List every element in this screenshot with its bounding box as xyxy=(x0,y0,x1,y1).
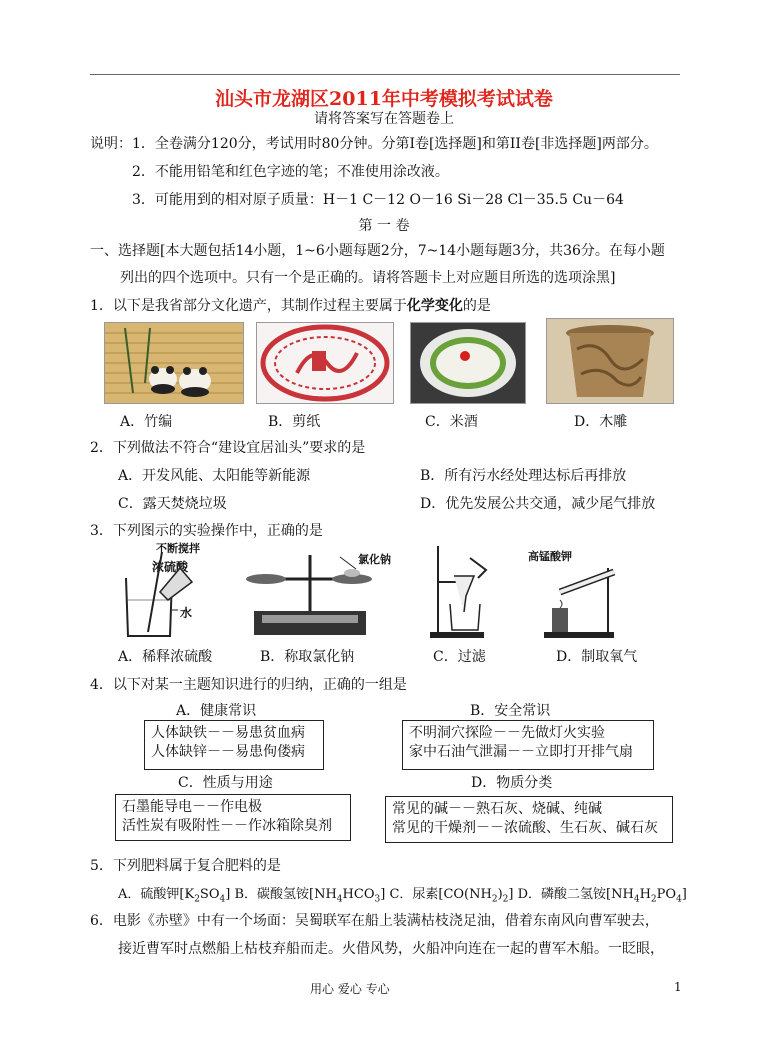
q3-option-b[interactable]: B．称取氯化钠 xyxy=(260,649,355,665)
q3-option-c[interactable]: C．过滤 xyxy=(433,649,486,665)
wood-carving-image xyxy=(546,318,674,404)
q4-c-head[interactable]: C．性质与用途 xyxy=(178,775,273,791)
q4-c-line2: 活性炭有吸附性－－作冰箱除臭剂 xyxy=(122,818,332,834)
part1-line2: 列出的四个选项中。只有一个是正确的。请将答题卡上对应题目所选的选项涂黑] xyxy=(120,270,616,286)
part1-line1: 一、选择题[本大题包括14小题，1~6小题每题2分，7~14小题每题3分，共36分。在每小题 xyxy=(90,243,665,259)
header-rule xyxy=(90,74,680,75)
test-tube-icon xyxy=(524,548,634,640)
page-number: 1 xyxy=(674,980,682,994)
q5-options xyxy=(118,883,687,905)
bamboo-weaving-image xyxy=(104,322,244,404)
q4-a-box xyxy=(144,720,324,770)
kmno4-label: 高锰酸钾 xyxy=(528,550,572,563)
q5-d-text: D．磷酸二氢铵[NH xyxy=(517,887,634,902)
q4-a-line1: 人体缺铁－－易患贫血病 xyxy=(151,725,305,741)
q1-stem xyxy=(90,295,491,315)
q4-d-line1: 常见的碱－－熟石灰、烧碱、纯碱 xyxy=(392,801,602,817)
q4-a-line2: 人体缺锌－－易患佝偻病 xyxy=(151,744,305,760)
q5-option-c[interactable]: C．尿素$[CO(NH_2)_2]$ xyxy=(389,887,514,905)
q5-b-text: B．碳酸氢铵[NH xyxy=(234,887,337,902)
rice-bowl-icon xyxy=(411,323,525,403)
oxygen-figure xyxy=(524,548,634,640)
q4-c-line1: 石墨能导电－－作电极 xyxy=(122,799,262,815)
filtration-figure xyxy=(424,542,504,640)
q4-b-head[interactable]: B．安全常识 xyxy=(470,703,551,719)
balance-figure xyxy=(240,545,400,640)
q2-option-d[interactable]: D．优先发展公共交通，减少尾气排放 xyxy=(420,496,656,512)
q4-d-box xyxy=(385,796,673,843)
nacl-label: 氯化钠 xyxy=(358,553,391,566)
q4-b-line2: 家中石油气泄漏－－立即打开排气扇 xyxy=(409,744,633,760)
note-2: 2．不能用铅笔和红色字迹的笔；不准使用涂改液。 xyxy=(132,164,449,180)
paper-cut-icon xyxy=(257,323,393,403)
q6-line1: 6．电影《赤壁》中有一个场面：吴蜀联军在船上装满枯枝浇足油，借着东南风向曹军驶去， xyxy=(90,913,659,929)
q4-d-line2: 常见的干燥剂－－浓硫酸、生石灰、碱石灰 xyxy=(392,820,658,836)
q1-stem-post: 的是 xyxy=(462,298,491,314)
q4-d-head[interactable]: D．物质分类 xyxy=(471,775,553,791)
balance-icon xyxy=(240,545,400,640)
q2-option-c[interactable]: C．露天焚烧垃圾 xyxy=(118,496,227,512)
paper-cut-image xyxy=(256,322,394,404)
dilute-acid-figure xyxy=(120,540,216,640)
water-label: 水 xyxy=(180,606,193,620)
q5-c-text: C．尿素[CO(NH xyxy=(389,887,492,902)
q5-option-b[interactable]: B．碳酸氢铵$[NH_4HCO_3]$ xyxy=(234,887,386,905)
note-3: 3．可能用到的相对原子质量：H－1 C－12 O－16 Si－28 Cl－35.5 Cu－64 xyxy=(132,192,624,208)
q5-a-text: A．硫酸钾[K xyxy=(118,887,195,902)
page-title: 汕头市龙湖区2011年中考模拟考试试卷 xyxy=(215,88,553,110)
q3-option-a[interactable]: A．稀释浓硫酸 xyxy=(118,649,213,665)
q4-b-box xyxy=(402,720,654,770)
q3-option-d[interactable]: D．制取氧气 xyxy=(556,649,638,665)
q4-b-line1: 不明洞穴探险－－先做灯火实验 xyxy=(409,725,605,741)
panda-bamboo-icon xyxy=(105,323,243,403)
q4-a-head[interactable]: A．健康常识 xyxy=(176,703,257,719)
beaker-icon xyxy=(120,540,216,640)
note-1: 1．全卷满分120分，考试用时80分钟。分第I卷[选择题]和第II卷[非选择题]两部分。 xyxy=(132,136,658,152)
q1-stem-bold: 化学变化 xyxy=(406,298,463,314)
q5-option-d[interactable]: D．磷酸二氢铵$[NH_4H_2PO_4]$ xyxy=(517,887,687,905)
q4-stem: 4．以下对某一主题知识进行的归纳，正确的一组是 xyxy=(90,677,407,693)
rice-wine-image xyxy=(410,322,526,404)
wood-carving-icon xyxy=(547,319,673,403)
stir-label: 不断搅拌 xyxy=(156,542,200,555)
q5-stem: 5．下列肥料属于复合肥料的是 xyxy=(90,858,281,874)
q2-option-a[interactable]: A．开发风能、太阳能等新能源 xyxy=(118,468,311,484)
q1-option-c[interactable]: C．米酒 xyxy=(425,414,478,430)
q2-option-b[interactable]: B．所有污水经处理达标后再排放 xyxy=(420,468,627,484)
q1-option-b[interactable]: B．剪纸 xyxy=(268,414,321,430)
q1-option-a[interactable]: A．竹编 xyxy=(120,414,173,430)
q3-stem: 3．下列图示的实验操作中，正确的是 xyxy=(90,523,323,539)
section-heading: 第 一 卷 xyxy=(358,218,410,234)
footer-motto: 用心 爱心 专心 xyxy=(310,982,390,996)
q4-c-box xyxy=(115,794,351,841)
notes-label: 说明： xyxy=(90,136,132,152)
acid-label: 浓硫酸 xyxy=(152,560,189,574)
q5-option-a[interactable]: A．硫酸钾$[K_2SO_4]$ xyxy=(118,887,231,905)
page-subtitle: 请将答案写在答题卷上 xyxy=(314,111,454,127)
filtration-icon xyxy=(424,542,504,640)
q6-line2: 接近曹军时点燃船上枯枝弃船而走。火借风势，火船冲向连在一起的曹军木船。一眨眼， xyxy=(118,941,664,957)
q1-option-d[interactable]: D．木雕 xyxy=(574,414,628,430)
q1-stem-pre: 1．以下是我省部分文化遗产，其制作过程主要属于 xyxy=(90,298,407,314)
q2-stem: 2．下列做法不符合“建设宜居汕头”要求的是 xyxy=(90,440,366,456)
